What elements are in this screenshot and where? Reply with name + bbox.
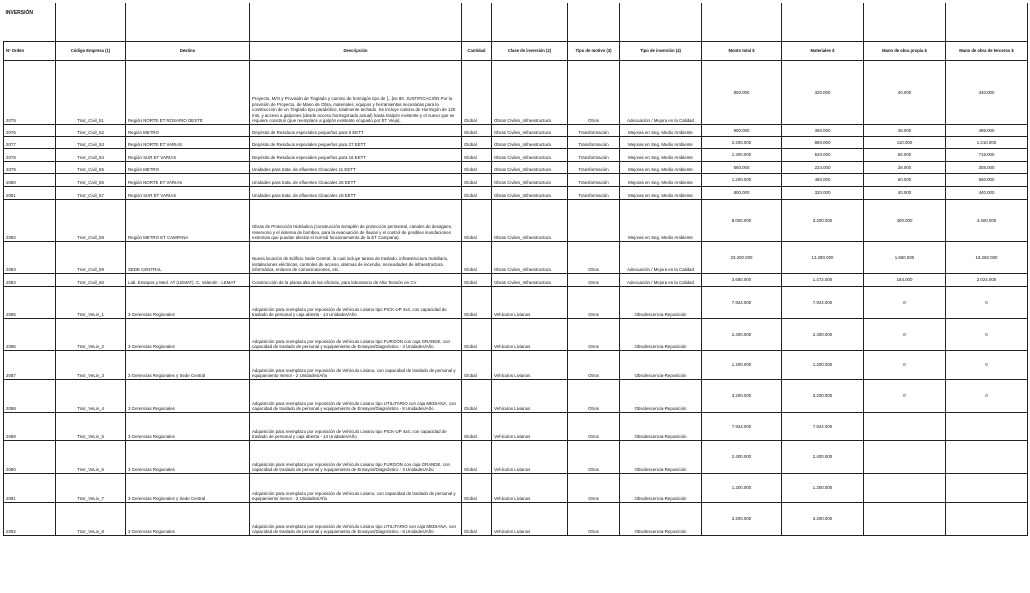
cell-materiales: 480.000 (782, 174, 864, 187)
cell-descripcion: Depósito de Residuos especiales pequeños para 16 EETT (250, 149, 462, 162)
investment-table (3, 3, 1028, 536)
cell-tipo: Obsolescencia-Reposición (620, 474, 702, 503)
cell-cantidad: Global (462, 61, 492, 125)
cell-clase: Obras Civiles_Infraestructura (492, 242, 568, 274)
cell-monto: 2.400.000 (702, 319, 782, 351)
cell-codigo: Tnsr_VeLiv_8 (56, 503, 126, 536)
cell-tipo: Mejoras en Seg. Medio Ambiente (620, 125, 702, 137)
cell-descripcion: Adquisición para reemplazo por reposición de Vehículo Liviano, con capacidad de traslado de personal y equipamiento menor - 2 Unidades/Año (250, 474, 462, 503)
cell-destino: 3 Gerencias Regionales (126, 319, 250, 351)
table-row (4, 137, 1028, 149)
cell-orden: 2092 (4, 503, 56, 536)
cell-codigo: Tnsr_VeLiv_5 (56, 413, 126, 441)
col-header-descripcion: Descripción (250, 42, 462, 61)
table-row (4, 474, 1028, 503)
cell-materiales: 360.000 (782, 125, 864, 137)
table-row (4, 441, 1028, 474)
cell-orden: 2077 (4, 137, 56, 149)
cell-mo-terceros (946, 503, 1028, 536)
col-header-cantidad: Cantidad (462, 42, 492, 61)
cell-descripcion: Unidades para trata. de efluentes Cloacales 18 EETT (250, 187, 462, 200)
col-header-tipo: Tipo de inversión (4) (620, 42, 702, 61)
cell-monto: 7.924.000 (702, 287, 782, 319)
cell-mo-terceros: 0 (946, 351, 1028, 380)
cell-codigo: Tnsr_Civil_57 (56, 187, 126, 200)
cell-clase: Vehículos Livianos (492, 380, 568, 413)
cell-cantidad: Global (462, 200, 492, 242)
cell-monto: 8.000.000 (702, 200, 782, 242)
cell-tipo: Obsolescencia-Reposición (620, 380, 702, 413)
cell-cantidad: Global (462, 351, 492, 380)
cell-materiales: 7.924.000 (782, 287, 864, 319)
col-header-monto: Monto total $ (702, 42, 782, 61)
cell-mo-propia: 0 (864, 380, 946, 413)
cell-mo-propia: 400.000 (864, 200, 946, 242)
cell-codigo: Tnsr_VeLiv_2 (56, 319, 126, 351)
cell-motivo: Transformación (568, 187, 620, 200)
cell-tipo: Mejoras en Seg. Medio Ambiente (620, 200, 702, 242)
cell-mo-propia: 60.000 (864, 174, 946, 187)
cell-descripcion: Unidades para trata. de efluentes Cloacales 11 EETT (250, 162, 462, 174)
cell-materiales: 3.200.000 (782, 200, 864, 242)
cell-mo-terceros (946, 474, 1028, 503)
cell-orden: 2082 (4, 200, 56, 242)
cell-mo-terceros: 4.400.000 (946, 200, 1028, 242)
cell-clase: Obras Civiles_Infraestructura (492, 187, 568, 200)
table-row (4, 413, 1028, 441)
cell-monto: 3.680.000 (702, 274, 782, 287)
table-row (4, 174, 1028, 187)
cell-destino: Región METRO ET CAMPANA (126, 200, 250, 242)
cell-motivo: Transformación (568, 174, 620, 187)
cell-descripcion: Adquisición para reemplazo por reposición de Vehículo Liviano tipo FURGÓN con caja GRANDE, con capacidad de traslado de personal y equipamiento de Ensayos/Diagnóstico - 3 Unidades/Año (250, 441, 462, 474)
table-row (4, 187, 1028, 200)
cell-descripcion: Construcción de la planta alta de las oficinas, para laboratorio de Alta Tensión en CV (250, 274, 462, 287)
cell-motivo: Transformación (568, 149, 620, 162)
cell-clase: Obras Civiles_Infraestructura (492, 200, 568, 242)
cell-tipo: Obsolescencia-Reposición (620, 503, 702, 536)
cell-destino: Región SUR ET VARIAS (126, 149, 250, 162)
cell-monto: 1.200.000 (702, 174, 782, 187)
cell-orden: 2087 (4, 351, 56, 380)
cell-mo-propia: 184.000 (864, 274, 946, 287)
cell-mo-propia: 45.000 (864, 125, 946, 137)
cell-monto: 1.300.000 (702, 149, 782, 162)
cell-cantidad: Global (462, 242, 492, 274)
cell-mo-propia: 0 (864, 351, 946, 380)
cell-cantidad: Global (462, 162, 492, 174)
cell-motivo: Otros (568, 274, 620, 287)
cell-descripcion: Adquisición para reemplazo por reposición de Vehículo Liviano tipo UTILITARIO con caja MEDIANA, con capacidad de traslado de personal y equipamiento de Ensayos/Diagnóstico - 8 Unidades/Año (250, 380, 462, 413)
cell-clase: Obras Civiles_Infraestructura (492, 61, 568, 125)
cell-mo-terceros: 440.000 (946, 187, 1028, 200)
cell-descripcion: Obras de Protección Hidráulica (construcción terraplén de protección perimetral, canales de desagües, reservorio y el sistema de bombeo, para la evacuación de lluvias y el control de posibles inundaciones extremas que puedan afectar el normal funcionamiento de la ET Campana). (250, 200, 462, 242)
cell-mo-propia (864, 441, 946, 474)
cell-motivo: Otros (568, 413, 620, 441)
cell-orden: 2088 (4, 380, 56, 413)
cell-codigo: Tnsr_Civil_54 (56, 149, 126, 162)
cell-codigo: Tnsr_Civil_56 (56, 174, 126, 187)
cell-codigo: Tnsr_Civil_59 (56, 242, 126, 274)
cell-materiales: 1.200.000 (782, 351, 864, 380)
cell-materiales: 320.000 (782, 61, 864, 125)
cell-codigo: Tnsr_Civil_53 (56, 137, 126, 149)
table-row (4, 125, 1028, 137)
table-row (4, 319, 1028, 351)
cell-destino: Lab. Ensayos y Med. AT (LEMAT). C. Valentín - LEMAT (126, 274, 250, 287)
cell-materiales: 880.000 (782, 137, 864, 149)
cell-monto: 1.200.000 (702, 474, 782, 503)
cell-materiales: 3.200.000 (782, 503, 864, 536)
cell-cantidad: Global (462, 287, 492, 319)
cell-destino: Región METRO (126, 125, 250, 137)
cell-descripcion: Adquisición para reemplazo por reposición de Vehículo Liviano tipo PICK-UP 4x4, con capacidad de traslado de personal y caja abierta - 14 Unidades/Año (250, 413, 462, 441)
cell-codigo: Tnsr_Civil_52 (56, 125, 126, 137)
cell-motivo: Otros (568, 351, 620, 380)
cell-orden: 2078 (4, 149, 56, 162)
table-row (4, 149, 1028, 162)
table-row (4, 503, 1028, 536)
cell-mo-propia: 0 (864, 287, 946, 319)
cell-mo-terceros: 660.000 (946, 174, 1028, 187)
cell-cantidad: Global (462, 149, 492, 162)
cell-monto: 3.200.000 (702, 380, 782, 413)
cell-motivo: Otros (568, 61, 620, 125)
cell-clase: Obras Civiles_Infraestructura (492, 274, 568, 287)
cell-motivo: Transformación (568, 125, 620, 137)
col-header-motivo: Tipo de motivo (3) (568, 42, 620, 61)
cell-mo-terceros: 0 (946, 319, 1028, 351)
cell-cantidad: Global (462, 380, 492, 413)
table-row (4, 287, 1028, 319)
cell-orden: 2090 (4, 441, 56, 474)
cell-motivo: Transformación (568, 162, 620, 174)
cell-monto: 800.000 (702, 61, 782, 125)
cell-mo-propia (864, 474, 946, 503)
cell-cantidad: Global (462, 413, 492, 441)
cell-orden: 2085 (4, 287, 56, 319)
cell-tipo: Mejoras en Seg. Medio Ambiente (620, 187, 702, 200)
cell-orden: 2080 (4, 174, 56, 187)
cell-cantidad: Global (462, 125, 492, 137)
cell-descripcion: Depósito de Residuos especiales pequeños para 9 EETT (250, 125, 462, 137)
cell-orden: 2084 (4, 274, 56, 287)
cell-mo-propia: 0 (864, 319, 946, 351)
cell-codigo: Tnsr_Civil_58 (56, 200, 126, 242)
cell-descripcion: Adquisición para reemplazo por reposición de Vehículo Liviano tipo UTILITARIO con caja MEDIANA, con capacidad de traslado de personal y equipamiento de Ensayos/Diagnóstico - 8 Unidades/Año (250, 503, 462, 536)
cell-destino: 3 Gerencias Regionales y Sede Central (126, 351, 250, 380)
cell-motivo (568, 200, 620, 242)
cell-mo-terceros: 0 (946, 380, 1028, 413)
table-row (4, 61, 1028, 125)
cell-cantidad: Global (462, 441, 492, 474)
cell-clase: Vehículos Livianos (492, 441, 568, 474)
cell-destino: Región NORTE ET VARIAS (126, 174, 250, 187)
cell-tipo: Adecuación / Mejora en la Calidad (620, 61, 702, 125)
cell-cantidad: Global (462, 137, 492, 149)
col-header-mo-terceros: Mano de obra de terceros $ (946, 42, 1028, 61)
cell-codigo: Tnsr_Civil_51 (56, 61, 126, 125)
cell-orden: 2081 (4, 187, 56, 200)
table-row (4, 380, 1028, 413)
cell-codigo: Tnsr_VeLiv_1 (56, 287, 126, 319)
cell-destino: 3 Gerencias Regionales (126, 441, 250, 474)
cell-descripcion: Adquisición para reemplazo por reposición de Vehículo Liviano tipo PICK-UP 4x4, con capacidad de traslado de personal y caja abierta - 14 Unidades/Año (250, 287, 462, 319)
cell-descripcion: Adquisición para reemplazo por reposición de Vehículo Liviano tipo FURGÓN con caja GRANDE, con capacidad de traslado de personal y equipamiento de Ensayos/Diagnóstico - 3 Unidades/Año (250, 319, 462, 351)
cell-motivo: Transformación (568, 137, 620, 149)
cell-clase: Obras Civiles_Infraestructura (492, 149, 568, 162)
cell-codigo: Tnsr_VeLiv_4 (56, 380, 126, 413)
cell-destino: 3 Gerencias Regionales (126, 503, 250, 536)
cell-descripcion: Adquisición para reemplazo por reposición de Vehículo Liviano, con capacidad de traslado de personal y equipamiento menor - 2 Unidades/Año (250, 351, 462, 380)
cell-motivo: Otros (568, 319, 620, 351)
cell-destino: 3 Gerencias Regionales y Sede Central (126, 474, 250, 503)
cell-destino: SEDE CENTRAL (126, 242, 250, 274)
cell-tipo: Adecuación / Mejora en la Calidad (620, 274, 702, 287)
table-row (4, 162, 1028, 174)
cell-mo-terceros: 18.260.000 (946, 242, 1028, 274)
spreadsheet (3, 3, 1027, 536)
col-header-mo-propia: Mano de obra propia $ (864, 42, 946, 61)
cell-cantidad: Global (462, 174, 492, 187)
cell-materiales: 13.280.000 (782, 242, 864, 274)
cell-descripcion: Proyecto, M/O y Provisión de Tinglado y camino de hormigón tipo de [...]ne 80. JUSTIFICACIÓN Por la provisión de Proyecto, de Mano de Obra, materiales, equipos y herramientas necesarias para la construcción de un Tinglado tipo parabólico, totalmente techado. Se incluye camino de Hormigón de 120 mts. y acceso a galpones (desde acceso hormigonado actual) hasta Galpón existente y el nuevo que se requiere construir (que reemplace a galpón existente ocupado por ET Vieja). (250, 61, 462, 125)
cell-destino: Región METRO (126, 162, 250, 174)
col-header-clase: Clase de inversión (2) (492, 42, 568, 61)
cell-motivo: Otros (568, 474, 620, 503)
cell-clase: Obras Civiles_Infraestructura (492, 162, 568, 174)
cell-cantidad: Global (462, 187, 492, 200)
cell-mo-terceros: 495.000 (946, 125, 1028, 137)
cell-materiales: 1.200.000 (782, 474, 864, 503)
cell-codigo: Tnsr_VeLiv_6 (56, 441, 126, 474)
cell-destino: Región NORTE ET VARIAS (126, 137, 250, 149)
cell-materiales: 2.400.000 (782, 441, 864, 474)
cell-clase: Vehículos Livianos (492, 351, 568, 380)
cell-mo-terceros: 0 (946, 287, 1028, 319)
cell-orden: 2075 (4, 61, 56, 125)
cell-descripcion: Nueva locación de Edificio Sede Central, la cual incluye tareas de traslado, infraestructura mobiliario, instalaciones eléctricas, controles de acceso, alarmas de incendio, necesidades de infraestructura informática, enlaces de comunicaciones, etc. (250, 242, 462, 274)
cell-codigo: Tnsr_VeLiv_7 (56, 474, 126, 503)
cell-tipo: Obsolescencia-Reposición (620, 287, 702, 319)
header-row (4, 42, 1028, 61)
cell-clase: Vehículos Livianos (492, 319, 568, 351)
cell-mo-terceros: 308.000 (946, 162, 1028, 174)
cell-descripcion: Depósito de Residuos especiales pequeños para 27 EETT (250, 137, 462, 149)
cell-materiales: 520.000 (782, 149, 864, 162)
cell-materiales: 2.400.000 (782, 319, 864, 351)
sheet-title: INVERSIÓN (4, 3, 56, 42)
cell-materiales: 7.924.000 (782, 413, 864, 441)
cell-mo-terceros (946, 441, 1028, 474)
cell-monto: 560.000 (702, 162, 782, 174)
cell-tipo: Obsolescencia-Reposición (620, 351, 702, 380)
cell-clase: Obras Civiles_Infraestructura (492, 174, 568, 187)
cell-orden: 2083 (4, 242, 56, 274)
cell-orden: 2076 (4, 125, 56, 137)
cell-cantidad: Global (462, 274, 492, 287)
cell-mo-propia: 28.000 (864, 162, 946, 174)
cell-tipo: Obsolescencia-Reposición (620, 441, 702, 474)
cell-monto: 1.200.000 (702, 351, 782, 380)
cell-tipo: Mejoras en Seg. Medio Ambiente (620, 137, 702, 149)
cell-motivo: Otros (568, 441, 620, 474)
cell-mo-propia: 40.000 (864, 61, 946, 125)
cell-codigo: Tnsr_VeLiv_3 (56, 351, 126, 380)
cell-destino: Región NORTE ET ROSARIO OESTE (126, 61, 250, 125)
cell-mo-terceros (946, 413, 1028, 441)
cell-monto: 7.924.000 (702, 413, 782, 441)
cell-mo-propia: 110.000 (864, 137, 946, 149)
cell-motivo: Otros (568, 287, 620, 319)
cell-mo-terceros: 2.024.000 (946, 274, 1028, 287)
cell-tipo: Obsolescencia-Reposición (620, 413, 702, 441)
cell-codigo: Tnsr_Civil_60 (56, 274, 126, 287)
cell-destino: Región SUR ET VARIAS (126, 187, 250, 200)
cell-orden: 2091 (4, 474, 56, 503)
cell-cantidad: Global (462, 503, 492, 536)
cell-tipo: Adecuación / Mejora en la Calidad (620, 242, 702, 274)
cell-tipo: Obsolescencia-Reposición (620, 319, 702, 351)
cell-mo-propia: 65.000 (864, 149, 946, 162)
cell-destino: 3 Gerencias Regionales (126, 287, 250, 319)
cell-mo-propia: 40.000 (864, 187, 946, 200)
cell-clase: Vehículos Livianos (492, 413, 568, 441)
cell-motivo: Otros (568, 503, 620, 536)
cell-monto: 2.200.000 (702, 137, 782, 149)
cell-cantidad: Global (462, 474, 492, 503)
col-header-codigo: Código Empresa (1) (56, 42, 126, 61)
cell-cantidad: Global (462, 319, 492, 351)
cell-tipo: Mejoras en Seg. Medio Ambiente (620, 149, 702, 162)
cell-monto: 800.000 (702, 187, 782, 200)
cell-mo-propia (864, 413, 946, 441)
cell-mo-terceros: 440.000 (946, 61, 1028, 125)
cell-orden: 2089 (4, 413, 56, 441)
cell-materiales: 1.472.000 (782, 274, 864, 287)
table-row (4, 351, 1028, 380)
cell-monto: 900.000 (702, 125, 782, 137)
cell-materiales: 224.000 (782, 162, 864, 174)
cell-motivo: Otros (568, 242, 620, 274)
cell-materiales: 320.000 (782, 187, 864, 200)
cell-descripcion: Unidades para trata. de efluentes Cloacales 26 EETT (250, 174, 462, 187)
cell-mo-propia (864, 503, 946, 536)
cell-materiales: 3.200.000 (782, 380, 864, 413)
cell-monto: 2.400.000 (702, 441, 782, 474)
cell-clase: Obras Civiles_Infraestructura (492, 125, 568, 137)
cell-mo-terceros: 1.210.000 (946, 137, 1028, 149)
cell-clase: Vehículos Livianos (492, 474, 568, 503)
cell-monto: 3.200.000 (702, 503, 782, 536)
cell-destino: 3 Gerencias Regionales (126, 380, 250, 413)
cell-codigo: Tnsr_Civil_55 (56, 162, 126, 174)
col-header-orden: Nº Orden (4, 42, 56, 61)
cell-tipo: Mejoras en Seg. Medio Ambiente (620, 162, 702, 174)
cell-motivo: Otros (568, 380, 620, 413)
cell-clase: Obras Civiles_Infraestructura (492, 137, 568, 149)
table-row (4, 274, 1028, 287)
cell-orden: 2086 (4, 319, 56, 351)
cell-clase: Vehículos Livianos (492, 503, 568, 536)
cell-clase: Vehículos Livianos (492, 287, 568, 319)
col-header-materiales: Materiales $ (782, 42, 864, 61)
cell-mo-terceros: 715.000 (946, 149, 1028, 162)
cell-monto: 33.200.000 (702, 242, 782, 274)
cell-tipo: Mejoras en Seg. Medio Ambiente (620, 174, 702, 187)
cell-destino: 3 Gerencias Regionales (126, 413, 250, 441)
cell-mo-propia: 1.660.000 (864, 242, 946, 274)
title-row (4, 3, 1028, 42)
col-header-destino: Destino (126, 42, 250, 61)
table-row (4, 200, 1028, 242)
cell-orden: 2079 (4, 162, 56, 174)
table-row (4, 242, 1028, 274)
